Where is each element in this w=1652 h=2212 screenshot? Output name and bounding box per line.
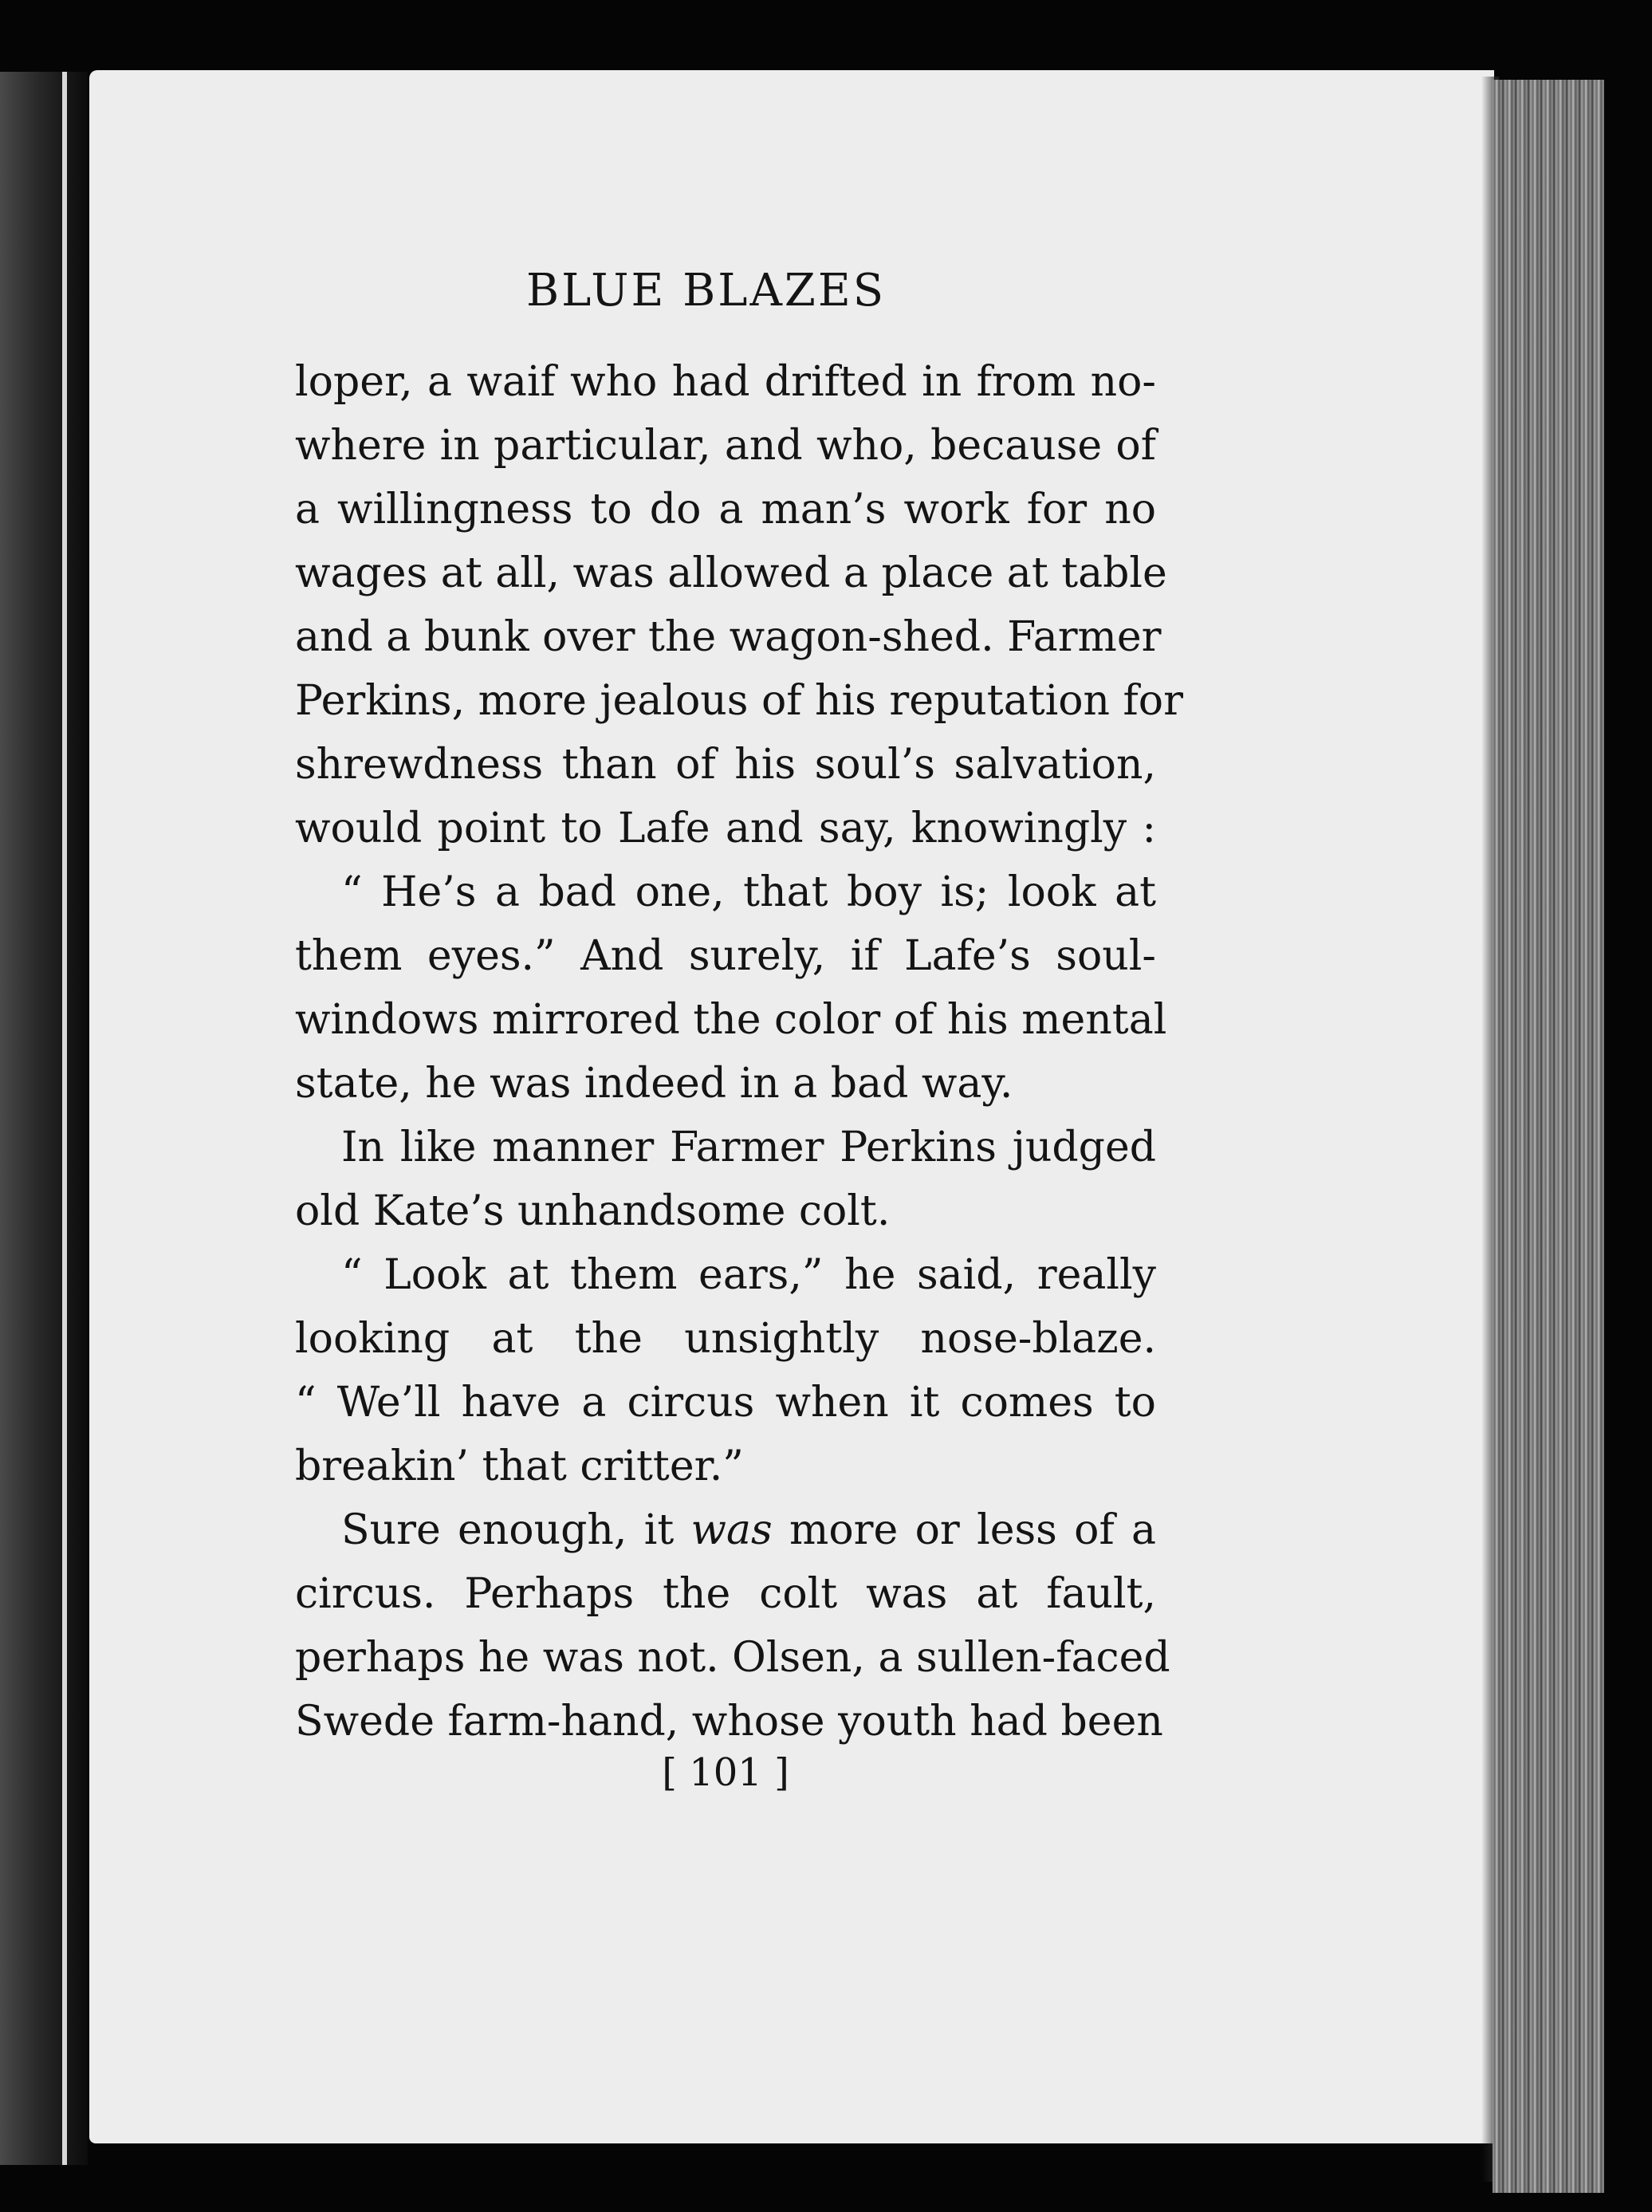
text-line: Swede farm-hand, whose youth had been — [295, 1698, 1163, 1746]
text-line: windows mirrored the color of his mental — [295, 996, 1167, 1044]
text-line-with-italic — [341, 1505, 1156, 1555]
text-line: In like manner Farmer Perkins judged — [341, 1124, 1156, 1171]
text-line: loper, a waif who had drifted in from no- — [295, 358, 1156, 406]
text-line: “ Look at them ears,” he said, really — [341, 1251, 1156, 1299]
text-line: wages at all, was allowed a place at table — [295, 549, 1167, 597]
running-head: BLUE BLAZES — [526, 265, 887, 317]
text-line: old Kate’s unhandsome colt. — [295, 1187, 891, 1235]
text-line: Perkins, more jealous of his reputation for — [295, 677, 1183, 725]
text-line: them eyes.” And surely, if Lafe’s soul- — [295, 932, 1156, 980]
text-line: looking at the unsightly nose-blaze. — [295, 1315, 1156, 1363]
text-line: a willingness to do a man’s work for no — [295, 486, 1156, 533]
page-number: [ 101 ] — [662, 1750, 789, 1795]
text-run: Sure enough, it — [341, 1506, 691, 1554]
text-run: more or less of a — [772, 1506, 1156, 1554]
italic-word: was — [690, 1506, 773, 1554]
text-line: breakin’ that critter.” — [295, 1443, 744, 1490]
text-line: perhaps he was not. Olsen, a sullen-faced — [295, 1634, 1170, 1682]
text-line: would point to Lafe and say, knowingly : — [295, 805, 1156, 852]
text-line: “ We’ll have a circus when it comes to — [295, 1379, 1156, 1427]
text-line: shrewdness than of his soul’s salvation, — [295, 741, 1156, 789]
text-line: and a bunk over the wagon-shed. Farmer — [295, 613, 1162, 661]
text-line: circus. Perhaps the colt was at fault, — [295, 1570, 1156, 1618]
text-line: state, he was indeed in a bad way. — [295, 1060, 1013, 1108]
text-line: “ He’s a bad one, that boy is; look at — [341, 868, 1156, 916]
text-line: where in particular, and who, because of — [295, 422, 1156, 470]
